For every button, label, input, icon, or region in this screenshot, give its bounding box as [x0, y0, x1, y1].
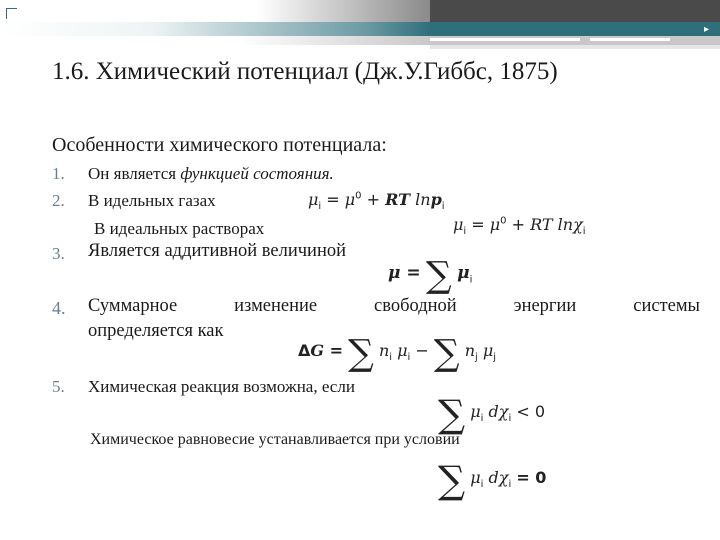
header-band-gray-fade [0, 36, 430, 45]
formula-ideal-gas: $\mu_i = \mu^0$ + RT lnp$_i$ [308, 190, 445, 213]
item-number: 2. [52, 191, 65, 210]
list-item [88, 164, 334, 184]
list-item: Химическая реакция возможна, если [88, 377, 355, 396]
arrow-right-icon: ▸ [704, 24, 710, 35]
list-item: Химическое равновесие устанавливается при условии [90, 431, 460, 448]
item-word: Суммарное [88, 296, 178, 316]
list-item: В идельных газах [88, 191, 216, 210]
item-word: свободной [374, 296, 457, 316]
item-word: системы [633, 296, 700, 316]
formula-reaction-possible: ∑ $\mu_i$ $d\chi_i < 0$ [438, 392, 545, 436]
header-band-fade [0, 0, 430, 22]
item-number: 4. [52, 298, 66, 318]
item-text-italic: функцией состояния. [180, 164, 334, 183]
formula-additive: μ = ∑ $\mu_i$ [388, 255, 473, 296]
item-number: 1. [52, 164, 65, 183]
list-item: В идеальных растворах [94, 219, 265, 238]
item-word: изменение [234, 296, 318, 316]
item-number: 5. [52, 377, 65, 396]
header-band-light [430, 45, 720, 49]
item-number: 3. [52, 244, 65, 263]
list-item: Является аддитивной величиной [88, 241, 346, 261]
header-band-teal-fade [0, 22, 430, 36]
slide-title: 1.6. Химический потенциал (Дж.У.Гиббс, 1875) [52, 58, 558, 85]
slide-subtitle: Особенности химического потенциала: [52, 134, 387, 156]
item-text: Он является [88, 164, 181, 183]
formula-ideal-solution: $\mu_i = \mu^0$ + RT lnχ$_i$ [453, 215, 586, 238]
formula-equilibrium: ∑ $\mu_i$ $d\chi_i = 0$ [438, 458, 547, 502]
header-gap [590, 38, 670, 41]
item-word: энергии [513, 296, 577, 316]
formula-gibbs-change: ΔG = ∑ $n_i$ $\mu_i$ − ∑ $n_j$ $\mu_j$ [298, 333, 497, 374]
header-gap [430, 38, 580, 41]
list-item-continuation: определяется как [88, 321, 224, 341]
list-item-justified [88, 296, 700, 317]
corner-mark-icon [6, 8, 17, 19]
